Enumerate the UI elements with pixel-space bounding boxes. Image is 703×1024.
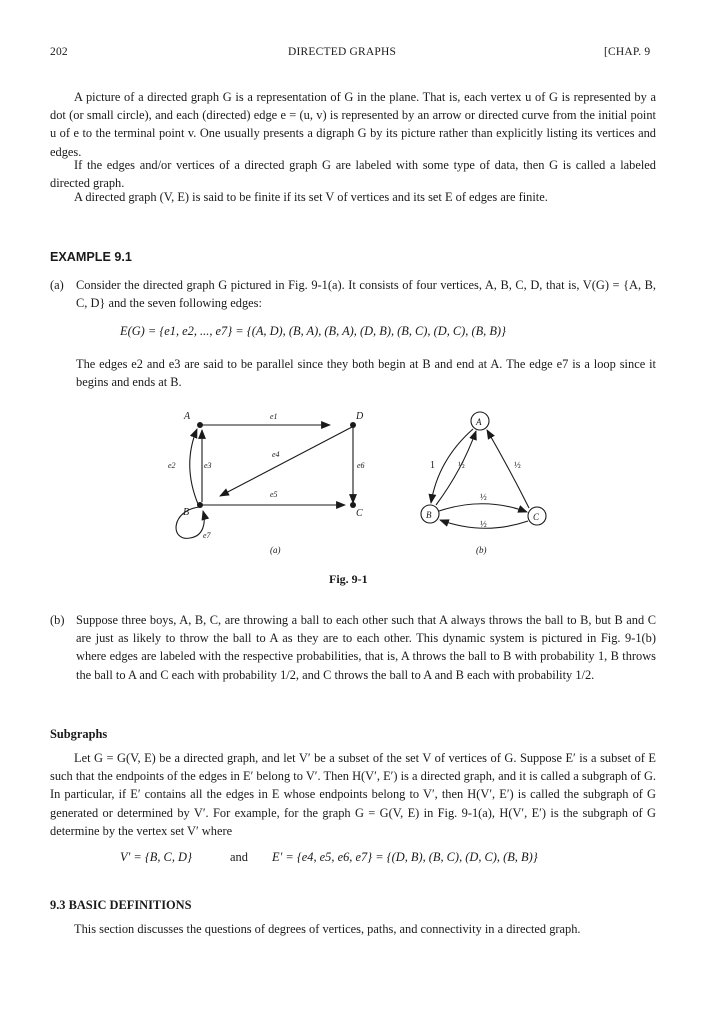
part-a-explanation (50, 355, 656, 391)
section-heading: 9.3 BASIC DEFINITIONS (50, 898, 192, 912)
edge-e7 (176, 507, 204, 538)
intro-paragraph-1: A picture of a directed graph G is a representation of G in the plane. That is, each vertex u of G is represented by a dot (or small circle), and each (directed) edge e = (u, v) is represented by an arrow or directed curve from the initial point u of e to the terminal point v. One usually presents a digraph G by its picture rather than explicitly listing its vertices and edges. (50, 90, 656, 159)
prob-label-c-to-a: ½ (514, 460, 521, 470)
example-title: EXAMPLE 9.1 (50, 250, 132, 264)
prob-label-b-to-c: ½ (480, 492, 487, 502)
subgraph-vertex-set: V′ = {B, C, D} (120, 850, 192, 864)
graph-a-sublabel: (a) (270, 545, 281, 555)
subgraphs-heading: Subgraphs (50, 727, 108, 741)
section-paragraph: This section discusses the questions of degrees of vertices, paths, and connectivity in a directed graph. (74, 922, 581, 936)
intro-paragraph-3: A directed graph (V, E) is said to be finite if its set V of vertices and its set E of edges are finite. (74, 190, 548, 204)
running-title: DIRECTED GRAPHS (288, 46, 397, 58)
graph-b (421, 412, 546, 528)
edge-c-to-a (487, 430, 529, 508)
intro-paragraph-2: If the edges and/or vertices of a directed graph G are labeled with some type of data, then G is called a labeled directed graph. (50, 158, 656, 191)
graph-a-label-d: D (356, 411, 364, 422)
vertex-dot-a (197, 422, 203, 428)
subgraph-edge-set: E′ = {e4, e5, e6, e7} = {(D, B), (B, C), (D, C), (B, B)} (272, 850, 538, 864)
figure-9-1 (140, 400, 580, 560)
vertex-dot-d (350, 422, 356, 428)
part-a-after-text: The edges e2 and e3 are said to be parallel since they both begin at B and end at A. The edge e7 is a loop since it begins and ends at B. (76, 357, 656, 390)
subgraph-and: and (230, 850, 248, 864)
edge-b-to-c (439, 504, 527, 512)
prob-label-b-to-a: ½ (458, 460, 465, 470)
chapter-label: [CHAP. 9 (604, 46, 651, 58)
label-e5: e5 (270, 490, 278, 499)
edge-e4 (220, 427, 352, 496)
page-number: 202 (50, 46, 68, 58)
label-e7: e7 (203, 531, 211, 540)
vertex-dot-b (197, 502, 203, 508)
prob-label-a-to-b: 1 (430, 460, 435, 471)
graph-b-sublabel: (b) (476, 545, 487, 555)
graph-a-label-b: B (183, 507, 190, 518)
graph-a (176, 425, 353, 538)
part-a-label: (a) (50, 278, 64, 292)
graph-b-label-b: B (426, 510, 432, 520)
part-b-label: (b) (50, 613, 65, 627)
edge-a-to-b (431, 429, 473, 503)
graph-a-label-a: A (184, 411, 191, 422)
part-b-text: Suppose three boys, A, B, C, are throwing a ball to each other such that A always throws the ball to B, but B and C are just as likely to throw the ball to A as they are to each other. This dynamic system is pictured in Fig. 9-1(b) where edges are labeled with the respective probabilities, that is, A throws the ball to B with probability 1, B throws the ball to A and C each with probability 1/2, and C throws the ball to A and B each with probability 1/2. (76, 613, 656, 682)
example-part-b (50, 611, 656, 684)
subgraphs-paragraph: Let G = G(V, E) be a directed graph, and let V′ be a subset of the set V of vertices of G. Suppose E′ is a subset of E such that the endpoints of the edges in E′ belong to V′. Then H(V′, E′) is a directed graph, and it is called a subgraph of G. In particular, if E′ contains all the edges in E whose endpoints belong to V′, then H(V′, E′) is called the subgraph of G generated or determined by V′. For example, for the graph G = G(V, E) in Fig. 9-1(a), H(V′, E′) is the subgraph of G determine by the vertex set V′ where (50, 751, 656, 838)
edge-set-equation: E(G) = {e1, e2, ..., e7} = {(A, D), (B, A), (B, A), (D, B), (B, C), (D, C), (B, B)} (120, 324, 507, 338)
label-e1: e1 (270, 412, 278, 421)
graph-b-label-c: C (533, 512, 540, 522)
part-a-text: Consider the directed graph G pictured in Fig. 9-1(a). It consists of four vertices, A, B, C, D, that is, V(G) = {A, B, C, D} and the seven following edges: (76, 278, 656, 311)
graph-b-label-a: A (476, 417, 482, 427)
label-e3: e3 (204, 461, 212, 470)
label-e2: e2 (168, 461, 176, 470)
figure-caption: Fig. 9-1 (329, 572, 368, 586)
label-e4: e4 (272, 450, 280, 459)
label-e6: e6 (357, 461, 365, 470)
edge-e2 (190, 429, 198, 504)
graph-a-label-c: C (356, 508, 363, 519)
prob-label-c-to-b: ½ (480, 519, 487, 529)
example-part-a (50, 276, 656, 312)
